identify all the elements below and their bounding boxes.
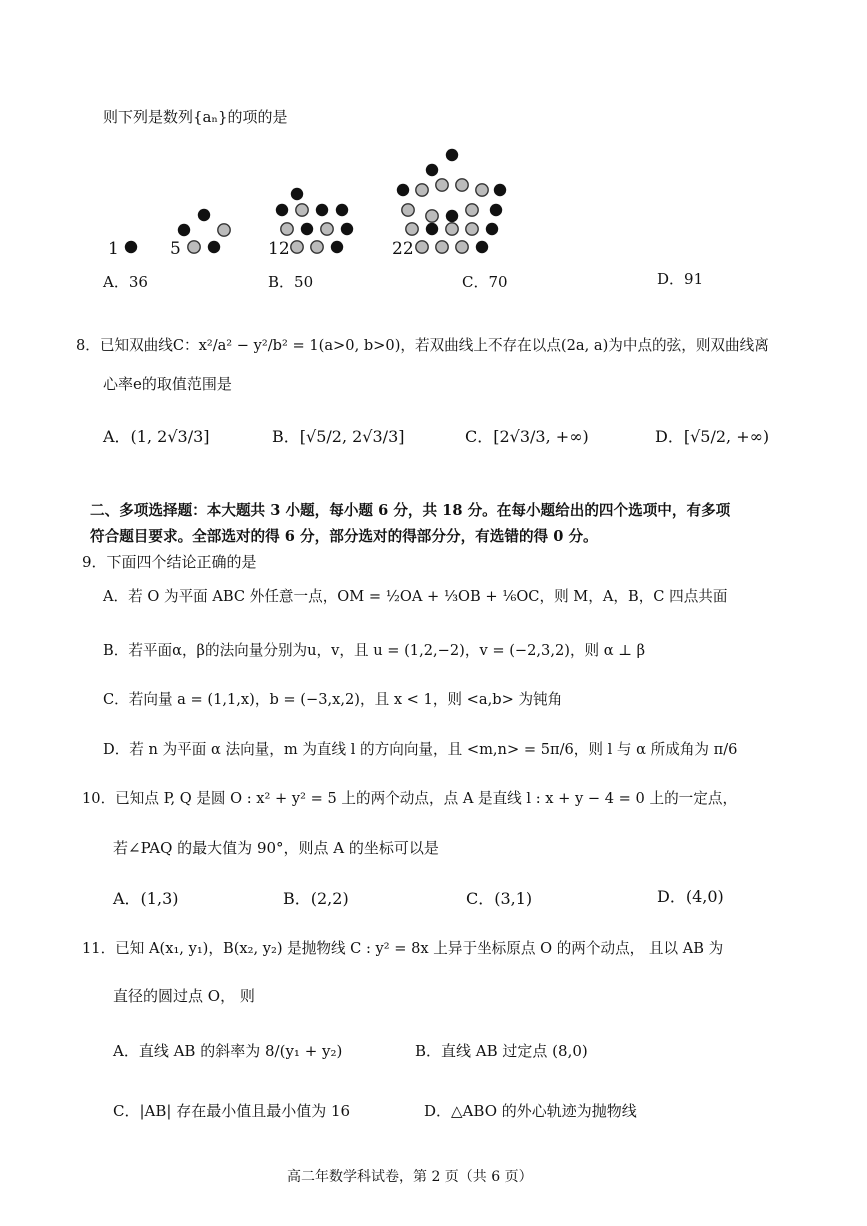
dot	[321, 223, 333, 235]
dot	[301, 223, 313, 235]
dot	[426, 223, 438, 235]
intro-text: 则下列是数列{aₙ}的项的是	[103, 108, 288, 126]
dot	[125, 241, 137, 253]
dot	[426, 210, 438, 222]
dot	[446, 223, 458, 235]
q11-option-b: B．直线 AB 过定点 (8,0)	[415, 1042, 588, 1060]
dot	[446, 210, 458, 222]
dot	[178, 224, 190, 236]
q10-stem-line2: 若∠PAQ 的最大值为 90°，则点 A 的坐标可以是	[113, 839, 439, 857]
q8-option-b: B．[√5/2, 2√3/3]	[272, 427, 405, 446]
dot	[402, 204, 414, 216]
q9-option-b: B．若平面α，β的法向量分别为u，v，且 u = (1,2,−2)，v = (−2,3,2)，则 α ⊥ β	[103, 642, 646, 659]
q8-stem-line2: 心率e的取值范围是	[103, 375, 232, 393]
dot	[416, 241, 428, 253]
q8-option-a: A．(1, 2√3/3]	[103, 427, 210, 446]
dot	[426, 164, 438, 176]
q11-stem-line2: 直径的圆过点 O， 则	[113, 987, 255, 1005]
figure-label-5: 5	[170, 239, 181, 259]
dot	[476, 184, 488, 196]
dot	[436, 241, 448, 253]
dot	[336, 204, 348, 216]
dot	[291, 241, 303, 253]
q8-option-d: D．[√5/2, +∞)	[655, 427, 770, 446]
dot	[476, 241, 488, 253]
q9-option-a: A．若 O 为平面 ABC 外任意一点，OM = ½OA + ⅓OB + ⅙OC，则 M，A，B，C 四点共面	[103, 588, 728, 605]
dot	[436, 179, 448, 191]
q11-option-d: D．△ABO 的外心轨迹为抛物线	[424, 1102, 637, 1120]
dot	[218, 224, 230, 236]
pentagonal-dots-figure	[0, 0, 867, 270]
figure-label-1: 1	[108, 239, 119, 259]
q9-option-c: C．若向量 a = (1,1,x)，b = (−3,x,2)，且 x < 1，则 <a,b> 为钝角	[103, 691, 563, 708]
q9-option-d: D．若 n 为平面 α 法向量，m 为直线 l 的方向向量，且 <m,n> = 5π/6，则 l 与 α 所成角为 π/6	[103, 741, 738, 758]
dot	[490, 204, 502, 216]
dot	[456, 241, 468, 253]
page-footer: 高二年数学科试卷，第 2 页（共 6 页）	[287, 1169, 533, 1185]
q11-stem-line1: 11．已知 A(x₁, y₁)，B(x₂, y₂) 是抛物线 C : y² = 8x 上异于坐标原点 O 的两个动点， 且以 AB 为	[82, 940, 724, 957]
dot	[486, 223, 498, 235]
q10-stem-line1: 10．已知点 P, Q 是圆 O : x² + y² = 5 上的两个动点，点 A 是直线 l : x + y − 4 = 0 上的一定点，	[82, 790, 738, 807]
dot	[341, 223, 353, 235]
dot	[291, 188, 303, 200]
q10-option-b: B．(2,2)	[283, 889, 349, 908]
section2-heading-line1: 二、多项选择题：本大题共 3 小题，每小题 6 分，共 18 分。在每小题给出的四个选项中，有多项	[90, 502, 731, 519]
dot	[188, 241, 200, 253]
q8-stem-line1: 8．已知双曲线C：x²/a² − y²/b² = 1(a>0, b>0)，若双曲线上不存在以点(2a, a)为中点的弦，则双曲线离	[76, 337, 769, 354]
dot	[446, 149, 458, 161]
dot	[397, 184, 409, 196]
dot	[416, 184, 428, 196]
q8-option-c: C．[2√3/3, +∞)	[465, 427, 589, 446]
dot	[296, 204, 308, 216]
dot	[466, 204, 478, 216]
q10-option-a: A．(1,3)	[113, 889, 179, 908]
dot	[281, 223, 293, 235]
q7-option-c: C．70	[462, 273, 508, 291]
q7-option-d: D．91	[657, 270, 704, 288]
q7-option-a: A．36	[103, 273, 148, 291]
dot	[466, 223, 478, 235]
dot	[331, 241, 343, 253]
figure-label-12: 12	[268, 239, 290, 259]
q10-option-c: C．(3,1)	[466, 889, 533, 908]
dot	[494, 184, 506, 196]
q10-option-d: D．(4,0)	[657, 887, 724, 906]
q11-option-c: C．|AB| 存在最小值且最小值为 16	[113, 1102, 351, 1120]
q9-stem: 9．下面四个结论正确的是	[82, 553, 257, 571]
dot	[208, 241, 220, 253]
q7-option-b: B．50	[268, 273, 314, 291]
dot	[198, 209, 210, 221]
q11-option-a: A．直线 AB 的斜率为 8/(y₁ + y₂)	[113, 1042, 343, 1060]
dot	[276, 204, 288, 216]
dot	[456, 179, 468, 191]
figure-label-22: 22	[392, 239, 414, 259]
dot	[406, 223, 418, 235]
dot	[316, 204, 328, 216]
section2-heading-line2: 符合题目要求。全部选对的得 6 分，部分选对的得部分分，有选错的得 0 分。	[90, 528, 598, 545]
dot	[311, 241, 323, 253]
